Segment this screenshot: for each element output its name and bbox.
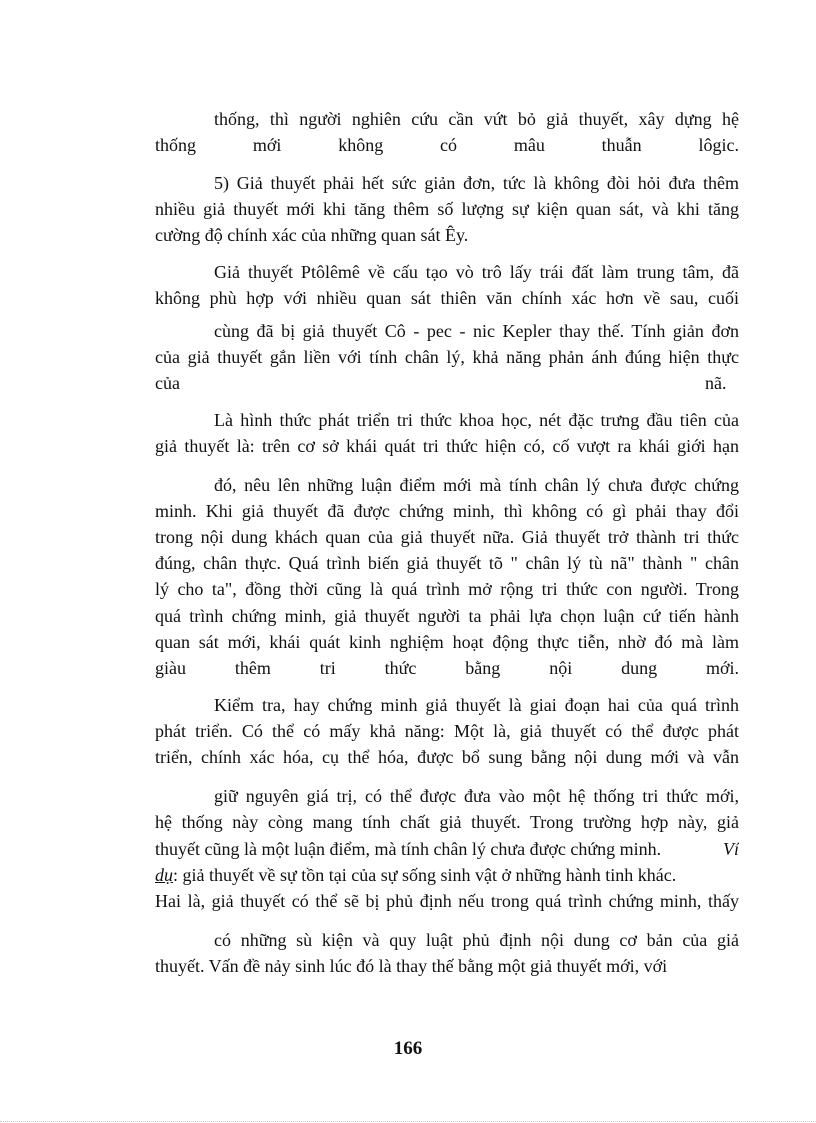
text-line: thống, thì người nghiên cứu cần vứt bỏ giả thuyết, xây dựng hệ	[214, 109, 739, 129]
text-line: không phù hợp với nhiều quan sát thiên văn chính xác hơn về sau, cuối	[155, 288, 739, 308]
text-line: cùng đã bị giả thuyết Cô - pec - nic Kepler thay thế. Tính giản đơn	[214, 321, 739, 341]
italic-text: dụ	[155, 865, 173, 885]
text-line: Giả thuyết Ptôlêmê về cấu tạo vò trô lấy trái đất làm trung tâm, đã	[214, 262, 739, 282]
text-line: của	[155, 373, 180, 393]
text-line: nã.	[705, 373, 727, 393]
page-number: 166	[393, 1038, 423, 1059]
text-line	[155, 864, 739, 886]
page-border-dotted	[0, 1121, 816, 1122]
italic-text: Ví	[723, 839, 739, 859]
text-line	[155, 838, 739, 860]
text-line: phát triển. Có thể có mấy khả năng: Một là, giả thuyết có thể được phát	[155, 721, 739, 741]
text-line: trong nội dung khách quan của giả thuyết nữa. Giả thuyết trở thành tri thức	[155, 527, 739, 547]
text-line: Hai là, giả thuyết có thể sẽ bị phủ định nếu trong quá trình chứng minh, thấy	[155, 891, 739, 911]
text-line: của giả thuyết gắn liền với tính chân lý, khả năng phản ánh đúng hiện thực	[155, 347, 739, 367]
text-line: triển, chính xác hóa, cụ thể hóa, được bổ sung bằng nội dung mới và vẫn	[155, 747, 739, 767]
text-segment: : giả thuyết về sự tồn tại của sự sống sinh vật ở những hành tinh khác.	[173, 865, 677, 885]
text-line: cường độ chính xác của những quan sát Êy.	[155, 225, 469, 245]
text-line: Là hình thức phát triển tri thức khoa học, nét đặc trưng đầu tiên của	[214, 410, 739, 430]
text-line: thống mới không có mâu thuẫn lôgic.	[155, 135, 739, 155]
text-line: lý cho ta", đồng thời cũng là quá trình mở rộng tri thức con người. Trong	[155, 579, 739, 599]
text-line: quá trình chứng minh, giả thuyết người ta phải lựa chọn luận cứ tiến hành	[155, 606, 739, 626]
text-line: nhiều giả thuyết mới khi tăng thêm số lượng sự kiện quan sát, và khi tăng	[155, 199, 739, 219]
text-line: 5) Giả thuyết phải hết sức giản đơn, tức là không đòi hỏi đưa thêm	[214, 173, 739, 193]
text-line: đúng, chân thực. Quá trình biến giả thuyết tõ " chân lý tù nã" thành " chân	[155, 553, 739, 573]
text-line: đó, nêu lên những luận điểm mới mà tính chân lý chưa được chứng	[214, 475, 739, 495]
text-line: Kiểm tra, hay chứng minh giả thuyết là giai đoạn hai của quá trình	[214, 695, 739, 715]
text-line: quan sát mới, khái quát kinh nghiệm hoạt động thực tiễn, nhờ đó mà làm	[155, 632, 739, 652]
text-line: thuyết. Vấn đề nảy sinh lúc đó là thay thế bằng một giả thuyết mới, với	[155, 956, 668, 976]
text-line: giàu thêm tri thức bằng nội dung mới.	[155, 658, 739, 678]
text-line: minh. Khi giả thuyết đã được chứng minh, thì không có gì phải thay đổi	[155, 501, 739, 521]
text-line: giữ nguyên giá trị, có thể được đưa vào một hệ thống tri thức mới,	[214, 786, 739, 806]
text-segment: thuyết cũng là một luận điểm, mà tính chân lý chưa được chứng minh.	[155, 839, 662, 859]
text-line: có những sù kiện và quy luật phủ định nội dung cơ bản của giả	[214, 930, 739, 950]
text-line: hệ thống này còng mang tính chất giả thuyết. Trong trường hợp này, giả	[155, 812, 739, 832]
text-line: giả thuyết là: trên cơ sở khái quát tri thức hiện có, cố vượt ra khái giới hạn	[155, 436, 739, 456]
